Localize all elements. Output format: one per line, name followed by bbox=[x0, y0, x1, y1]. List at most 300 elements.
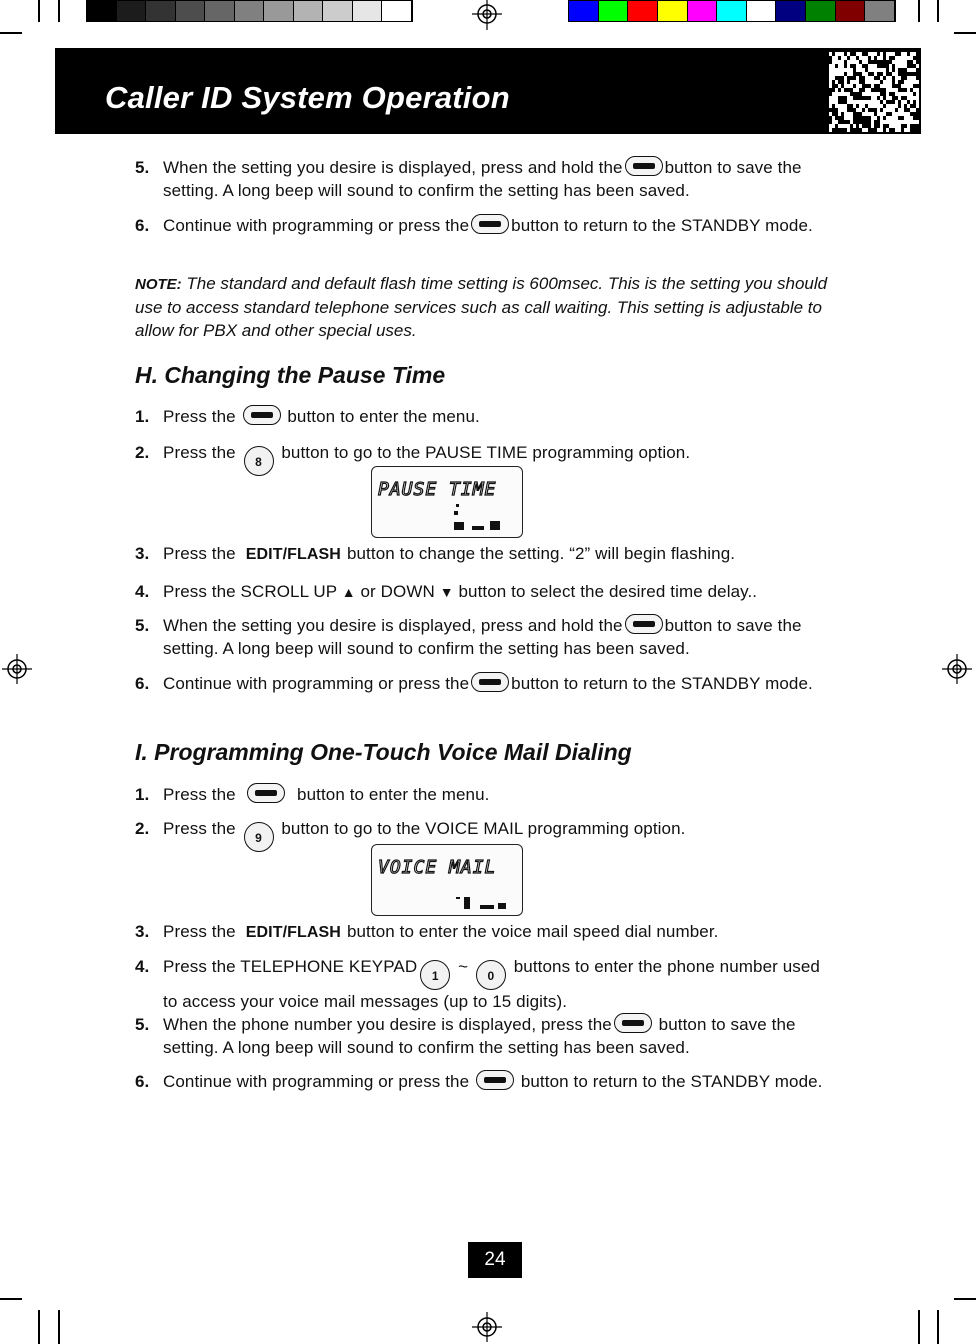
barcode-module bbox=[850, 76, 853, 80]
barcode-module bbox=[844, 60, 847, 64]
barcode-module bbox=[838, 88, 841, 92]
barcode-module bbox=[841, 128, 844, 132]
barcode-module bbox=[844, 128, 847, 132]
barcode-module bbox=[862, 96, 865, 100]
list-item: 2. Press the 9 button to go to the VOICE MAIL programming option. bbox=[135, 817, 835, 852]
barcode-module bbox=[898, 100, 901, 104]
barcode-module bbox=[844, 64, 847, 68]
edit-flash-key-label: EDIT/FLASH bbox=[245, 546, 341, 563]
color-swatch bbox=[688, 1, 718, 21]
barcode-module bbox=[898, 104, 901, 108]
crop-mark bbox=[58, 1310, 60, 1344]
barcode-module bbox=[862, 120, 865, 124]
grayscale-swatch bbox=[382, 1, 412, 21]
list-item: 3. Press the EDIT/FLASH button to enter the voice mail speed dial number. bbox=[135, 922, 719, 941]
barcode-module bbox=[871, 88, 874, 92]
barcode-module bbox=[916, 56, 919, 60]
select-button-icon bbox=[614, 1013, 652, 1033]
barcode-module bbox=[832, 108, 835, 112]
barcode-module bbox=[886, 72, 889, 76]
barcode-module bbox=[847, 108, 850, 112]
barcode-module bbox=[916, 68, 919, 72]
crop-mark bbox=[954, 32, 976, 34]
barcode-module bbox=[847, 56, 850, 60]
barcode-module bbox=[901, 80, 904, 84]
barcode-module bbox=[892, 100, 895, 104]
barcode-module bbox=[856, 56, 859, 60]
barcode-module bbox=[916, 116, 919, 120]
barcode-module bbox=[871, 72, 874, 76]
barcode-module bbox=[883, 96, 886, 100]
barcode-module bbox=[850, 92, 853, 96]
barcode-module bbox=[874, 128, 877, 132]
barcode-module bbox=[877, 116, 880, 120]
note-paragraph: NOTE: The standard and default flash time setting is 600msec. This is the setting you should use to access standard telephone services such as call waiting. This setting is adjustable to allow for PBX and other special uses. bbox=[135, 274, 828, 340]
barcode-module bbox=[904, 68, 907, 72]
lcd-segment bbox=[456, 897, 460, 899]
menu-button-icon bbox=[247, 783, 285, 803]
barcode-module bbox=[859, 80, 862, 84]
barcode-module bbox=[868, 124, 871, 128]
barcode-module bbox=[895, 84, 898, 88]
menu-button-icon bbox=[243, 405, 281, 425]
barcode-module bbox=[841, 80, 844, 84]
barcode-module bbox=[883, 60, 886, 64]
lcd-segment bbox=[456, 504, 459, 507]
barcode-module bbox=[877, 120, 880, 124]
barcode-module bbox=[913, 100, 916, 104]
barcode-module bbox=[856, 112, 859, 116]
barcode-module bbox=[907, 64, 910, 68]
barcode-module bbox=[841, 96, 844, 100]
crop-mark bbox=[0, 1298, 22, 1300]
barcode-module bbox=[850, 128, 853, 132]
barcode-module bbox=[868, 120, 871, 124]
barcode-module bbox=[874, 56, 877, 60]
barcode-module bbox=[850, 88, 853, 92]
grayscale-swatch bbox=[205, 1, 235, 21]
barcode-module bbox=[898, 80, 901, 84]
barcode-module bbox=[880, 60, 883, 64]
barcode-module bbox=[883, 128, 886, 132]
exit-button-icon bbox=[471, 214, 509, 234]
keypad-1-icon: 1 bbox=[420, 960, 450, 990]
barcode-module bbox=[880, 92, 883, 96]
barcode-module bbox=[868, 56, 871, 60]
barcode-module bbox=[871, 108, 874, 112]
barcode-module bbox=[916, 72, 919, 76]
edit-flash-key-label: EDIT/FLASH bbox=[245, 924, 341, 941]
barcode-module bbox=[847, 120, 850, 124]
barcode-module bbox=[859, 76, 862, 80]
barcode-module bbox=[883, 88, 886, 92]
grayscale-swatch bbox=[323, 1, 353, 21]
barcode-module bbox=[913, 56, 916, 60]
barcode-module bbox=[874, 120, 877, 124]
barcode-module bbox=[913, 116, 916, 120]
barcode-module bbox=[886, 112, 889, 116]
barcode-module bbox=[889, 72, 892, 76]
crop-mark bbox=[918, 1310, 920, 1344]
barcode-module bbox=[877, 88, 880, 92]
barcode-module bbox=[892, 96, 895, 100]
barcode-module bbox=[874, 124, 877, 128]
barcode-module bbox=[862, 64, 865, 68]
barcode-module bbox=[856, 124, 859, 128]
barcode-module bbox=[862, 116, 865, 120]
lcd-segment bbox=[490, 521, 500, 530]
barcode-module bbox=[829, 60, 832, 64]
barcode-module bbox=[910, 72, 913, 76]
barcode-module bbox=[910, 128, 913, 132]
barcode-module bbox=[871, 60, 874, 64]
crop-mark bbox=[937, 1310, 939, 1344]
list-item: 6. Continue with programming or press the button to return to the STANDBY mode. bbox=[135, 216, 813, 235]
barcode-module bbox=[832, 52, 835, 56]
barcode-module bbox=[865, 84, 868, 88]
barcode-module bbox=[916, 60, 919, 64]
barcode-module bbox=[835, 116, 838, 120]
grayscale-swatch bbox=[264, 1, 294, 21]
barcode-module bbox=[853, 128, 856, 132]
barcode-module bbox=[868, 60, 871, 64]
barcode-module bbox=[910, 64, 913, 68]
barcode-module bbox=[847, 104, 850, 108]
grayscale-swatch bbox=[176, 1, 206, 21]
barcode-module bbox=[889, 60, 892, 64]
barcode-module bbox=[901, 96, 904, 100]
barcode-module bbox=[916, 128, 919, 132]
barcode-module bbox=[883, 76, 886, 80]
barcode-module bbox=[865, 68, 868, 72]
barcode-module bbox=[862, 52, 865, 56]
barcode-module bbox=[853, 68, 856, 72]
barcode-module bbox=[841, 84, 844, 88]
barcode-module bbox=[829, 88, 832, 92]
grayscale-swatch bbox=[353, 1, 383, 21]
barcode-module bbox=[916, 108, 919, 112]
barcode-module bbox=[901, 128, 904, 132]
section-heading-h: H. Changing the Pause Time bbox=[135, 362, 446, 388]
barcode-module bbox=[916, 124, 919, 128]
barcode-module bbox=[892, 80, 895, 84]
exit-button-icon bbox=[471, 672, 509, 692]
grayscale-color-bar bbox=[86, 0, 413, 22]
barcode-module bbox=[835, 112, 838, 116]
barcode-module bbox=[862, 84, 865, 88]
barcode-module bbox=[838, 128, 841, 132]
crop-mark bbox=[937, 0, 939, 22]
barcode-module bbox=[856, 120, 859, 124]
barcode-module bbox=[853, 112, 856, 116]
keypad-8-icon: 8 bbox=[244, 446, 274, 476]
barcode-module bbox=[901, 76, 904, 80]
barcode-module bbox=[859, 128, 862, 132]
barcode-module bbox=[862, 76, 865, 80]
crop-mark bbox=[918, 0, 920, 22]
barcode-module bbox=[883, 104, 886, 108]
list-item: 1. Press the button to enter the menu. bbox=[135, 407, 480, 426]
barcode-module bbox=[853, 72, 856, 76]
barcode-module bbox=[829, 92, 832, 96]
barcode-module bbox=[841, 112, 844, 116]
barcode-module bbox=[853, 108, 856, 112]
list-item: 3. Press the EDIT/FLASH button to change the setting. “2” will begin flashing. bbox=[135, 544, 736, 563]
barcode-module bbox=[907, 72, 910, 76]
barcode-module bbox=[889, 112, 892, 116]
barcode-module bbox=[889, 56, 892, 60]
barcode-module bbox=[892, 92, 895, 96]
grayscale-swatch bbox=[146, 1, 176, 21]
page-number: 24 bbox=[468, 1242, 522, 1278]
barcode-module bbox=[844, 120, 847, 124]
crop-mark bbox=[58, 0, 60, 22]
barcode-module bbox=[883, 56, 886, 60]
barcode-module bbox=[856, 104, 859, 108]
barcode-module bbox=[853, 120, 856, 124]
scroll-up-icon: ▲ bbox=[341, 584, 356, 600]
barcode-module bbox=[856, 116, 859, 120]
barcode-module bbox=[880, 100, 883, 104]
barcode-module bbox=[904, 96, 907, 100]
barcode-module bbox=[847, 76, 850, 80]
barcode-module bbox=[832, 80, 835, 84]
barcode-module bbox=[895, 52, 898, 56]
color-swatch bbox=[776, 1, 806, 21]
barcode-module bbox=[850, 104, 853, 108]
barcode-module bbox=[880, 88, 883, 92]
barcode-module bbox=[865, 116, 868, 120]
crop-mark bbox=[38, 0, 40, 22]
page-header bbox=[55, 48, 921, 134]
barcode-module bbox=[901, 88, 904, 92]
barcode-module bbox=[892, 128, 895, 132]
barcode-module bbox=[874, 108, 877, 112]
barcode-module bbox=[904, 124, 907, 128]
barcode-module bbox=[832, 84, 835, 88]
barcode-module bbox=[853, 76, 856, 80]
barcode-module bbox=[829, 120, 832, 124]
barcode-module bbox=[862, 124, 865, 128]
barcode-module bbox=[832, 88, 835, 92]
barcode-module bbox=[838, 56, 841, 60]
list-item: 2. Press the 8 button to go to the PAUSE TIME programming option. bbox=[135, 441, 835, 476]
barcode-module bbox=[877, 124, 880, 128]
barcode-module bbox=[844, 96, 847, 100]
barcode-module bbox=[868, 128, 871, 132]
color-swatch bbox=[569, 1, 599, 21]
keypad-0-icon: 0 bbox=[476, 960, 506, 990]
barcode-module bbox=[853, 116, 856, 120]
barcode-module bbox=[883, 52, 886, 56]
barcode-module bbox=[916, 52, 919, 56]
barcode-module bbox=[859, 88, 862, 92]
barcode-module bbox=[853, 84, 856, 88]
barcode-module bbox=[913, 64, 916, 68]
barcode-module bbox=[898, 68, 901, 72]
list-item: 6. Continue with programming or press the button to return to the STANDBY mode. bbox=[135, 674, 813, 693]
lcd-segment bbox=[454, 522, 464, 530]
crop-mark bbox=[0, 32, 22, 34]
barcode-module bbox=[829, 116, 832, 120]
select-button-icon bbox=[625, 156, 663, 176]
barcode-module bbox=[844, 72, 847, 76]
barcode-module bbox=[904, 88, 907, 92]
grayscale-swatch bbox=[87, 1, 117, 21]
barcode-module bbox=[841, 100, 844, 104]
color-swatch bbox=[836, 1, 866, 21]
barcode-module bbox=[904, 104, 907, 108]
barcode-module bbox=[847, 80, 850, 84]
barcode-module bbox=[838, 100, 841, 104]
barcode-module bbox=[829, 56, 832, 60]
barcode-module bbox=[856, 96, 859, 100]
barcode-module bbox=[898, 52, 901, 56]
barcode-module bbox=[901, 124, 904, 128]
barcode-module bbox=[892, 68, 895, 72]
barcode-module bbox=[913, 128, 916, 132]
barcode-module bbox=[898, 88, 901, 92]
list-item: 1. Press the button to enter the menu. bbox=[135, 785, 490, 804]
barcode-module bbox=[898, 84, 901, 88]
barcode-module bbox=[904, 76, 907, 80]
grayscale-swatch bbox=[117, 1, 147, 21]
barcode-module bbox=[835, 108, 838, 112]
lcd-segment bbox=[454, 511, 458, 515]
barcode-module bbox=[913, 72, 916, 76]
barcode-module bbox=[850, 52, 853, 56]
barcode-pattern-icon bbox=[829, 52, 919, 132]
barcode-module bbox=[886, 100, 889, 104]
color-swatch bbox=[658, 1, 688, 21]
color-swatch bbox=[865, 1, 895, 21]
barcode-module bbox=[850, 124, 853, 128]
barcode-module bbox=[889, 92, 892, 96]
barcode-module bbox=[841, 116, 844, 120]
barcode-module bbox=[865, 124, 868, 128]
barcode-module bbox=[892, 56, 895, 60]
list-item: 4. Press the TELEPHONE KEYPAD 1 ~ 0 buttons to enter the phone number used to access your voice mail messages (up to 15 digits). bbox=[135, 957, 820, 1011]
barcode-module bbox=[862, 108, 865, 112]
barcode-module bbox=[853, 64, 856, 68]
barcode-module bbox=[853, 96, 856, 100]
barcode-module bbox=[859, 116, 862, 120]
barcode-module bbox=[844, 88, 847, 92]
barcode-module bbox=[874, 112, 877, 116]
barcode-module bbox=[874, 84, 877, 88]
grayscale-swatch bbox=[294, 1, 324, 21]
grayscale-swatch bbox=[235, 1, 265, 21]
select-button-icon bbox=[625, 614, 663, 634]
barcode-module bbox=[850, 108, 853, 112]
barcode-module bbox=[916, 76, 919, 80]
barcode-module bbox=[883, 92, 886, 96]
barcode-module bbox=[835, 64, 838, 68]
barcode-module bbox=[856, 92, 859, 96]
barcode-module bbox=[832, 112, 835, 116]
barcode-module bbox=[859, 72, 862, 76]
barcode-module bbox=[880, 80, 883, 84]
lcd-segment bbox=[464, 897, 470, 909]
barcode-module bbox=[877, 84, 880, 88]
barcode-module bbox=[853, 52, 856, 56]
barcode-module bbox=[907, 108, 910, 112]
lcd-segment bbox=[472, 526, 484, 530]
barcode-module bbox=[859, 96, 862, 100]
barcode-module bbox=[910, 124, 913, 128]
scroll-down-icon: ▼ bbox=[439, 584, 454, 600]
barcode-module bbox=[829, 108, 832, 112]
registration-mark-icon bbox=[470, 1310, 504, 1344]
barcode-module bbox=[868, 96, 871, 100]
barcode-module bbox=[904, 72, 907, 76]
crop-mark bbox=[954, 1298, 976, 1300]
barcode-module bbox=[907, 52, 910, 56]
color-swatch bbox=[806, 1, 836, 21]
barcode-module bbox=[913, 124, 916, 128]
barcode-module bbox=[865, 52, 868, 56]
barcode-module bbox=[901, 116, 904, 120]
barcode-module bbox=[838, 76, 841, 80]
barcode-module bbox=[898, 116, 901, 120]
barcode-module bbox=[910, 60, 913, 64]
barcode-module bbox=[835, 76, 838, 80]
list-item: 4. Press the SCROLL UP ▲ or DOWN ▼ button to select the desired time delay.. bbox=[135, 582, 758, 601]
barcode-module bbox=[859, 92, 862, 96]
barcode-module bbox=[901, 72, 904, 76]
barcode-module bbox=[886, 64, 889, 68]
barcode-module bbox=[868, 84, 871, 88]
barcode-module bbox=[916, 112, 919, 116]
lcd-display: PAUSE TIME bbox=[371, 466, 523, 538]
barcode-module bbox=[898, 72, 901, 76]
barcode-module bbox=[877, 96, 880, 100]
lcd-display: VOICE MAIL bbox=[371, 844, 523, 916]
barcode-module bbox=[892, 76, 895, 80]
barcode-module bbox=[883, 124, 886, 128]
barcode-module bbox=[841, 76, 844, 80]
barcode-module bbox=[907, 100, 910, 104]
barcode-module bbox=[865, 96, 868, 100]
barcode-module bbox=[841, 120, 844, 124]
barcode-module bbox=[832, 104, 835, 108]
color-calibration-bar bbox=[568, 0, 896, 22]
barcode-module bbox=[838, 80, 841, 84]
barcode-module bbox=[904, 108, 907, 112]
barcode-module bbox=[886, 124, 889, 128]
exit-button-icon bbox=[476, 1070, 514, 1090]
barcode-module bbox=[844, 52, 847, 56]
barcode-module bbox=[892, 64, 895, 68]
barcode-module bbox=[859, 112, 862, 116]
barcode-module bbox=[835, 124, 838, 128]
barcode-module bbox=[856, 72, 859, 76]
barcode-module bbox=[877, 64, 880, 68]
color-swatch bbox=[747, 1, 777, 21]
barcode-module bbox=[835, 84, 838, 88]
barcode-module bbox=[838, 120, 841, 124]
barcode-module bbox=[913, 92, 916, 96]
barcode-module bbox=[889, 128, 892, 132]
barcode-module bbox=[865, 64, 868, 68]
barcode-module bbox=[877, 72, 880, 76]
barcode-module bbox=[868, 116, 871, 120]
barcode-module bbox=[877, 52, 880, 56]
barcode-module bbox=[835, 128, 838, 132]
page-title: Caller ID System Operation bbox=[105, 80, 510, 115]
lcd-segment bbox=[480, 905, 494, 909]
barcode-module bbox=[910, 112, 913, 116]
